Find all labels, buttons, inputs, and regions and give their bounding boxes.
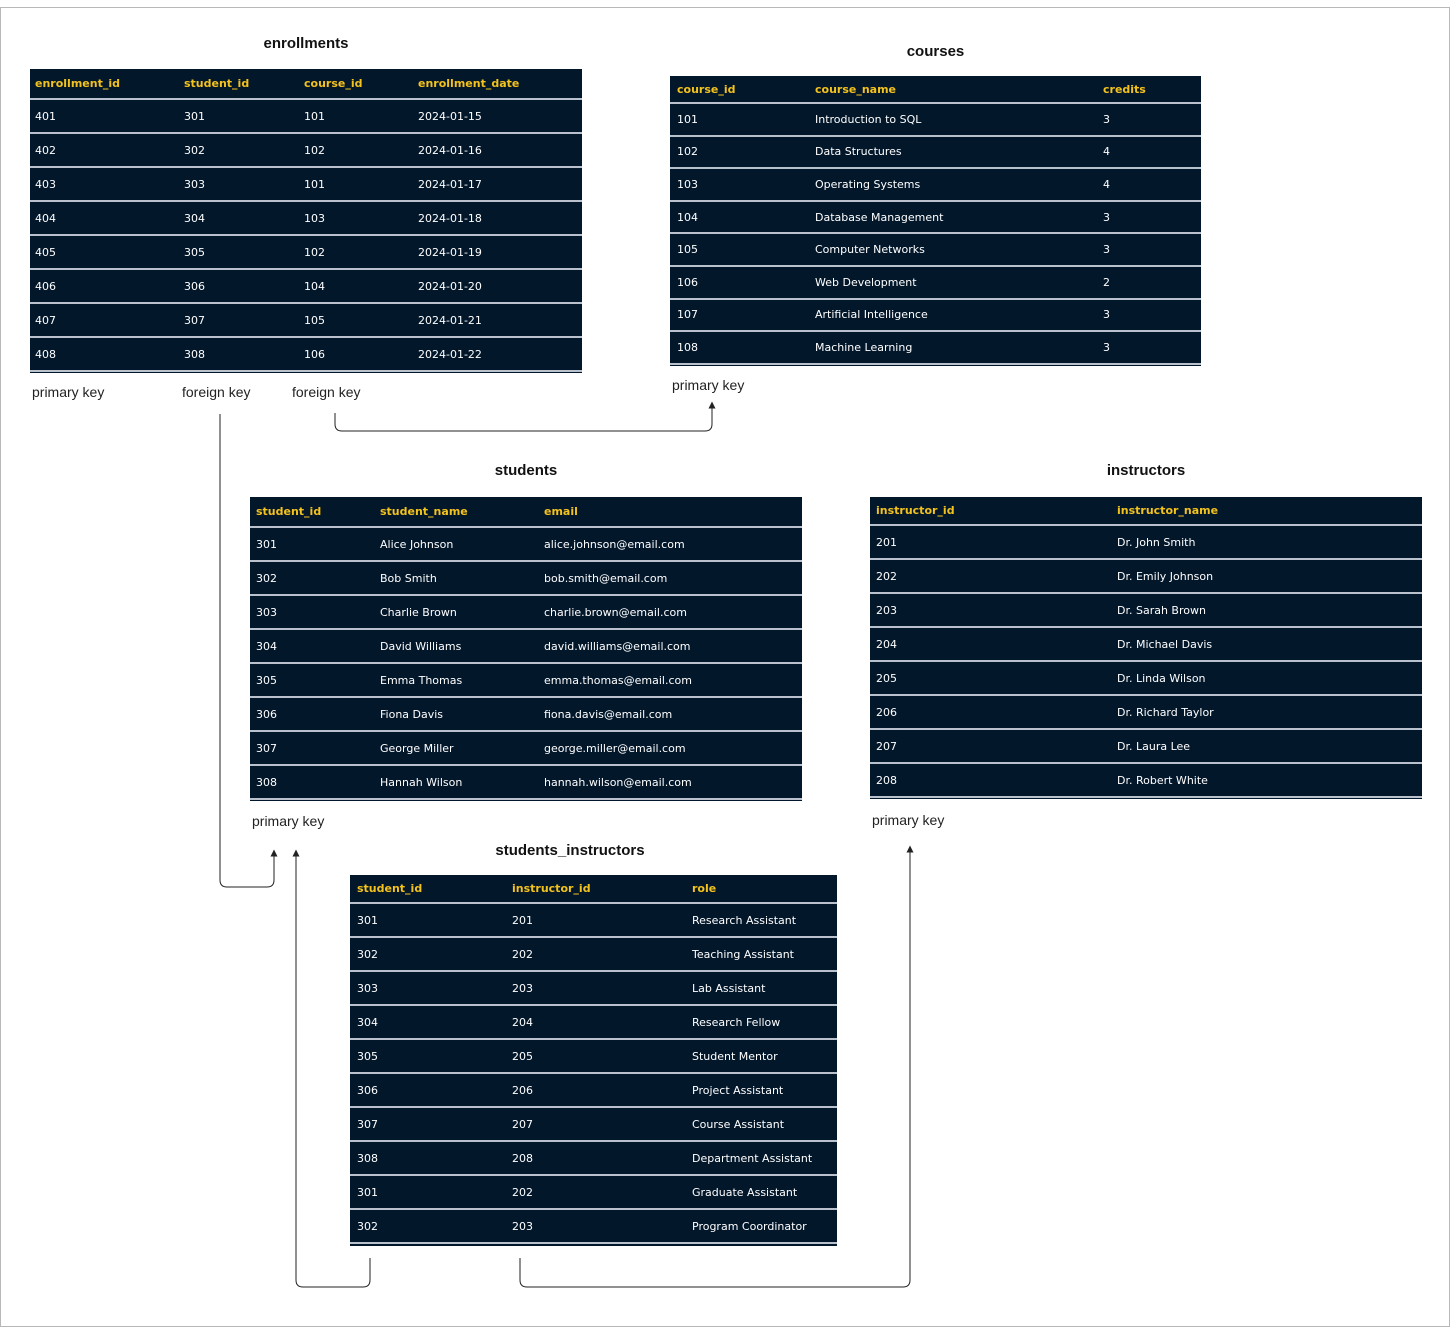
table-cell: 203 bbox=[876, 603, 897, 617]
column-header-student-id: student_id bbox=[184, 77, 250, 90]
table-row bbox=[870, 696, 1422, 730]
table-cell: 205 bbox=[512, 1049, 533, 1063]
table-header-row bbox=[250, 497, 802, 528]
table-cell: 102 bbox=[304, 143, 325, 157]
table-cell: 2024-01-17 bbox=[418, 177, 482, 191]
table-cell: Course Assistant bbox=[692, 1117, 785, 1131]
table-cell: alice.johnson@email.com bbox=[544, 537, 685, 551]
table-cell: 105 bbox=[304, 313, 325, 327]
table-cell: 305 bbox=[256, 673, 277, 687]
column-header-enrollment-date: enrollment_date bbox=[418, 77, 520, 90]
table-row bbox=[670, 234, 1201, 267]
table-cell: Department Assistant bbox=[692, 1151, 813, 1165]
table-cell: Web Development bbox=[815, 275, 917, 289]
table-row bbox=[870, 526, 1422, 560]
table-row bbox=[30, 100, 582, 134]
table-cell: Dr. Linda Wilson bbox=[1117, 671, 1206, 685]
table-row bbox=[250, 766, 802, 800]
students-table bbox=[250, 497, 802, 801]
table-row bbox=[670, 332, 1201, 365]
table-row bbox=[350, 1176, 837, 1210]
column-header-student-name: student_name bbox=[380, 505, 468, 518]
table-cell: Artificial Intelligence bbox=[815, 308, 928, 322]
table-cell: 308 bbox=[357, 1151, 378, 1165]
table-cell: Research Assistant bbox=[692, 913, 797, 927]
table-row bbox=[30, 236, 582, 270]
table-cell: 2024-01-20 bbox=[418, 279, 482, 293]
table-cell: Introduction to SQL bbox=[815, 112, 922, 126]
table-cell: Computer Networks bbox=[815, 243, 925, 257]
table-cell: 106 bbox=[677, 275, 698, 289]
table-cell: 106 bbox=[304, 347, 325, 361]
table-row bbox=[30, 202, 582, 236]
table-row bbox=[250, 562, 802, 596]
table-header-row bbox=[350, 875, 837, 904]
table-cell: george.miller@email.com bbox=[544, 741, 686, 755]
table-cell: 301 bbox=[256, 537, 277, 551]
table-cell: 303 bbox=[184, 177, 205, 191]
table-cell: 204 bbox=[876, 637, 897, 651]
enrollments-primary-key-label: primary key bbox=[32, 384, 105, 400]
students-primary-key-label: primary key bbox=[252, 813, 325, 829]
table-cell: 306 bbox=[184, 279, 205, 293]
table-cell: 305 bbox=[184, 245, 205, 259]
table-cell: 208 bbox=[876, 773, 897, 787]
table-cell: Dr. Laura Lee bbox=[1117, 739, 1191, 753]
table-cell: Fiona Davis bbox=[380, 707, 444, 721]
table-cell: 104 bbox=[304, 279, 325, 293]
table-cell: 104 bbox=[677, 210, 698, 224]
table-cell: 3 bbox=[1103, 308, 1110, 322]
table-cell: 307 bbox=[184, 313, 205, 327]
table-row bbox=[670, 202, 1201, 235]
table-cell: 208 bbox=[512, 1151, 533, 1165]
table-cell: 206 bbox=[512, 1083, 533, 1097]
table-cell: 2024-01-22 bbox=[418, 347, 482, 361]
table-cell: 301 bbox=[184, 109, 205, 123]
students-instructors-table bbox=[350, 875, 837, 1246]
table-cell: 403 bbox=[35, 177, 56, 191]
table-cell: 4 bbox=[1103, 177, 1110, 191]
table-cell: 101 bbox=[677, 112, 698, 126]
table-cell: Program Coordinator bbox=[692, 1219, 807, 1233]
table-cell: 302 bbox=[357, 1219, 378, 1233]
table-cell: George Miller bbox=[380, 741, 454, 755]
table-cell: 3 bbox=[1103, 112, 1110, 126]
table-cell: charlie.brown@email.com bbox=[544, 605, 687, 619]
table-cell: 101 bbox=[304, 177, 325, 191]
table-cell: emma.thomas@email.com bbox=[544, 673, 692, 687]
table-cell: 3 bbox=[1103, 210, 1110, 224]
table-cell: 202 bbox=[512, 1185, 533, 1199]
table-cell: 302 bbox=[357, 947, 378, 961]
table-cell: Dr. Robert White bbox=[1117, 773, 1208, 787]
table-row bbox=[870, 662, 1422, 696]
table-row bbox=[870, 730, 1422, 764]
table-cell: 102 bbox=[677, 145, 698, 159]
table-row bbox=[350, 1210, 837, 1244]
table-cell: Charlie Brown bbox=[380, 605, 457, 619]
table-cell: Dr. Michael Davis bbox=[1117, 637, 1213, 651]
connector-enrollments-course-to-courses bbox=[335, 405, 712, 431]
table-row bbox=[870, 560, 1422, 594]
table-row bbox=[350, 938, 837, 972]
table-cell: 101 bbox=[304, 109, 325, 123]
table-cell: hannah.wilson@email.com bbox=[544, 775, 692, 789]
table-row bbox=[870, 764, 1422, 798]
table-cell: Database Management bbox=[815, 210, 944, 224]
table-cell: Dr. Richard Taylor bbox=[1117, 705, 1214, 719]
table-cell: Research Fellow bbox=[692, 1015, 781, 1029]
table-row bbox=[250, 698, 802, 732]
column-header-instructor-name: instructor_name bbox=[1117, 504, 1219, 517]
table-cell: 2024-01-18 bbox=[418, 211, 482, 225]
column-header-instructor-id: instructor_id bbox=[512, 882, 591, 895]
instructors-table bbox=[870, 497, 1422, 799]
column-header-email: email bbox=[544, 505, 578, 518]
table-cell: 304 bbox=[357, 1015, 378, 1029]
table-row bbox=[350, 1142, 837, 1176]
table-row bbox=[30, 168, 582, 202]
table-header-row bbox=[670, 76, 1201, 104]
table-cell: 402 bbox=[35, 143, 56, 157]
table-cell: 201 bbox=[512, 913, 533, 927]
students-instructors-title: students_instructors bbox=[495, 842, 645, 859]
table-cell: 308 bbox=[256, 775, 277, 789]
table-cell: bob.smith@email.com bbox=[544, 571, 668, 585]
table-cell: Teaching Assistant bbox=[692, 947, 794, 961]
table-cell: 4 bbox=[1103, 145, 1110, 159]
table-cell: 201 bbox=[876, 535, 897, 549]
table-cell: 401 bbox=[35, 109, 56, 123]
table-cell: 2024-01-15 bbox=[418, 109, 482, 123]
table-cell: 304 bbox=[184, 211, 205, 225]
instructors-primary-key-label: primary key bbox=[872, 812, 945, 828]
table-row bbox=[30, 338, 582, 372]
table-cell: 203 bbox=[512, 1219, 533, 1233]
column-header-credits: credits bbox=[1103, 82, 1146, 96]
table-cell: 302 bbox=[256, 571, 277, 585]
table-row bbox=[30, 134, 582, 168]
instructors-title: instructors bbox=[1106, 462, 1186, 479]
column-header-course-name: course_name bbox=[815, 82, 897, 96]
column-header-course-id: course_id bbox=[677, 82, 736, 96]
students-title: students bbox=[494, 462, 558, 479]
table-cell: 207 bbox=[876, 739, 897, 753]
table-cell: 404 bbox=[35, 211, 56, 225]
table-cell: 302 bbox=[184, 143, 205, 157]
table-cell: 108 bbox=[677, 340, 698, 354]
table-cell: 204 bbox=[512, 1015, 533, 1029]
table-cell: David Williams bbox=[380, 639, 462, 653]
table-cell: 303 bbox=[357, 981, 378, 995]
table-cell: Lab Assistant bbox=[692, 981, 766, 995]
table-row bbox=[350, 1006, 837, 1040]
enrollments-course-foreign-key-label: foreign key bbox=[292, 384, 361, 400]
table-cell: 301 bbox=[357, 913, 378, 927]
table-cell: 303 bbox=[256, 605, 277, 619]
table-cell: 307 bbox=[357, 1117, 378, 1131]
table-row bbox=[870, 594, 1422, 628]
table-row bbox=[670, 300, 1201, 333]
table-row bbox=[350, 1074, 837, 1108]
table-row bbox=[870, 628, 1422, 662]
table-cell: 2 bbox=[1103, 275, 1110, 289]
table-cell: 107 bbox=[677, 308, 698, 322]
table-cell: 202 bbox=[876, 569, 897, 583]
table-cell: 103 bbox=[677, 177, 698, 191]
table-cell: 203 bbox=[512, 981, 533, 995]
table-cell: 408 bbox=[35, 347, 56, 361]
table-cell: Operating Systems bbox=[815, 177, 921, 191]
table-cell: Dr. Sarah Brown bbox=[1117, 603, 1206, 617]
enrollments-student-foreign-key-label: foreign key bbox=[182, 384, 251, 400]
column-header-role: role bbox=[692, 882, 717, 895]
table-cell: 2024-01-19 bbox=[418, 245, 482, 259]
table-cell: 305 bbox=[357, 1049, 378, 1063]
column-header-course-id: course_id bbox=[304, 77, 363, 90]
table-cell: 308 bbox=[184, 347, 205, 361]
table-row bbox=[350, 1040, 837, 1074]
table-cell: 301 bbox=[357, 1185, 378, 1199]
table-cell: Bob Smith bbox=[380, 571, 437, 585]
table-cell: 304 bbox=[256, 639, 277, 653]
column-header-student-id: student_id bbox=[256, 505, 322, 518]
table-row bbox=[30, 270, 582, 304]
table-cell: 2024-01-16 bbox=[418, 143, 482, 157]
courses-primary-key-label: primary key bbox=[672, 377, 745, 393]
table-cell: david.williams@email.com bbox=[544, 639, 691, 653]
table-cell: 307 bbox=[256, 741, 277, 755]
table-header-row bbox=[30, 69, 582, 100]
table-cell: 407 bbox=[35, 313, 56, 327]
table-row bbox=[250, 528, 802, 562]
table-cell: 3 bbox=[1103, 243, 1110, 257]
table-row bbox=[250, 596, 802, 630]
table-row bbox=[670, 137, 1201, 170]
table-cell: 105 bbox=[677, 243, 698, 257]
table-cell: Project Assistant bbox=[692, 1083, 784, 1097]
table-cell: Emma Thomas bbox=[380, 673, 463, 687]
table-cell: Machine Learning bbox=[815, 340, 913, 354]
table-row bbox=[670, 104, 1201, 137]
table-row bbox=[30, 304, 582, 338]
enrollments-title: enrollments bbox=[263, 35, 349, 52]
table-cell: 102 bbox=[304, 245, 325, 259]
table-cell: 306 bbox=[256, 707, 277, 721]
table-cell: 3 bbox=[1103, 340, 1110, 354]
table-row bbox=[670, 267, 1201, 300]
table-cell: 205 bbox=[876, 671, 897, 685]
table-cell: Hannah Wilson bbox=[380, 775, 463, 789]
column-header-instructor-id: instructor_id bbox=[876, 504, 955, 517]
table-row bbox=[350, 904, 837, 938]
enrollments-table bbox=[30, 69, 582, 373]
table-cell: 306 bbox=[357, 1083, 378, 1097]
table-cell: fiona.davis@email.com bbox=[544, 707, 673, 721]
table-row bbox=[250, 630, 802, 664]
table-cell: 202 bbox=[512, 947, 533, 961]
table-cell: 206 bbox=[876, 705, 897, 719]
table-cell: 405 bbox=[35, 245, 56, 259]
courses-title: courses bbox=[906, 43, 965, 60]
table-cell: Data Structures bbox=[815, 145, 902, 159]
table-row bbox=[350, 1108, 837, 1142]
courses-table bbox=[670, 76, 1201, 366]
table-cell: 207 bbox=[512, 1117, 533, 1131]
table-cell: 2024-01-21 bbox=[418, 313, 482, 327]
column-header-enrollment-id: enrollment_id bbox=[35, 77, 120, 90]
table-cell: Student Mentor bbox=[692, 1049, 778, 1063]
table-header-row bbox=[870, 497, 1422, 526]
table-row bbox=[350, 972, 837, 1006]
table-row bbox=[250, 732, 802, 766]
table-cell: 103 bbox=[304, 211, 325, 225]
table-cell: Graduate Assistant bbox=[692, 1185, 798, 1199]
table-cell: Alice Johnson bbox=[380, 537, 454, 551]
column-header-student-id: student_id bbox=[357, 882, 423, 895]
table-cell: Dr. John Smith bbox=[1117, 535, 1196, 549]
table-cell: 406 bbox=[35, 279, 56, 293]
table-row bbox=[250, 664, 802, 698]
table-row bbox=[670, 169, 1201, 202]
table-cell: Dr. Emily Johnson bbox=[1117, 569, 1214, 583]
